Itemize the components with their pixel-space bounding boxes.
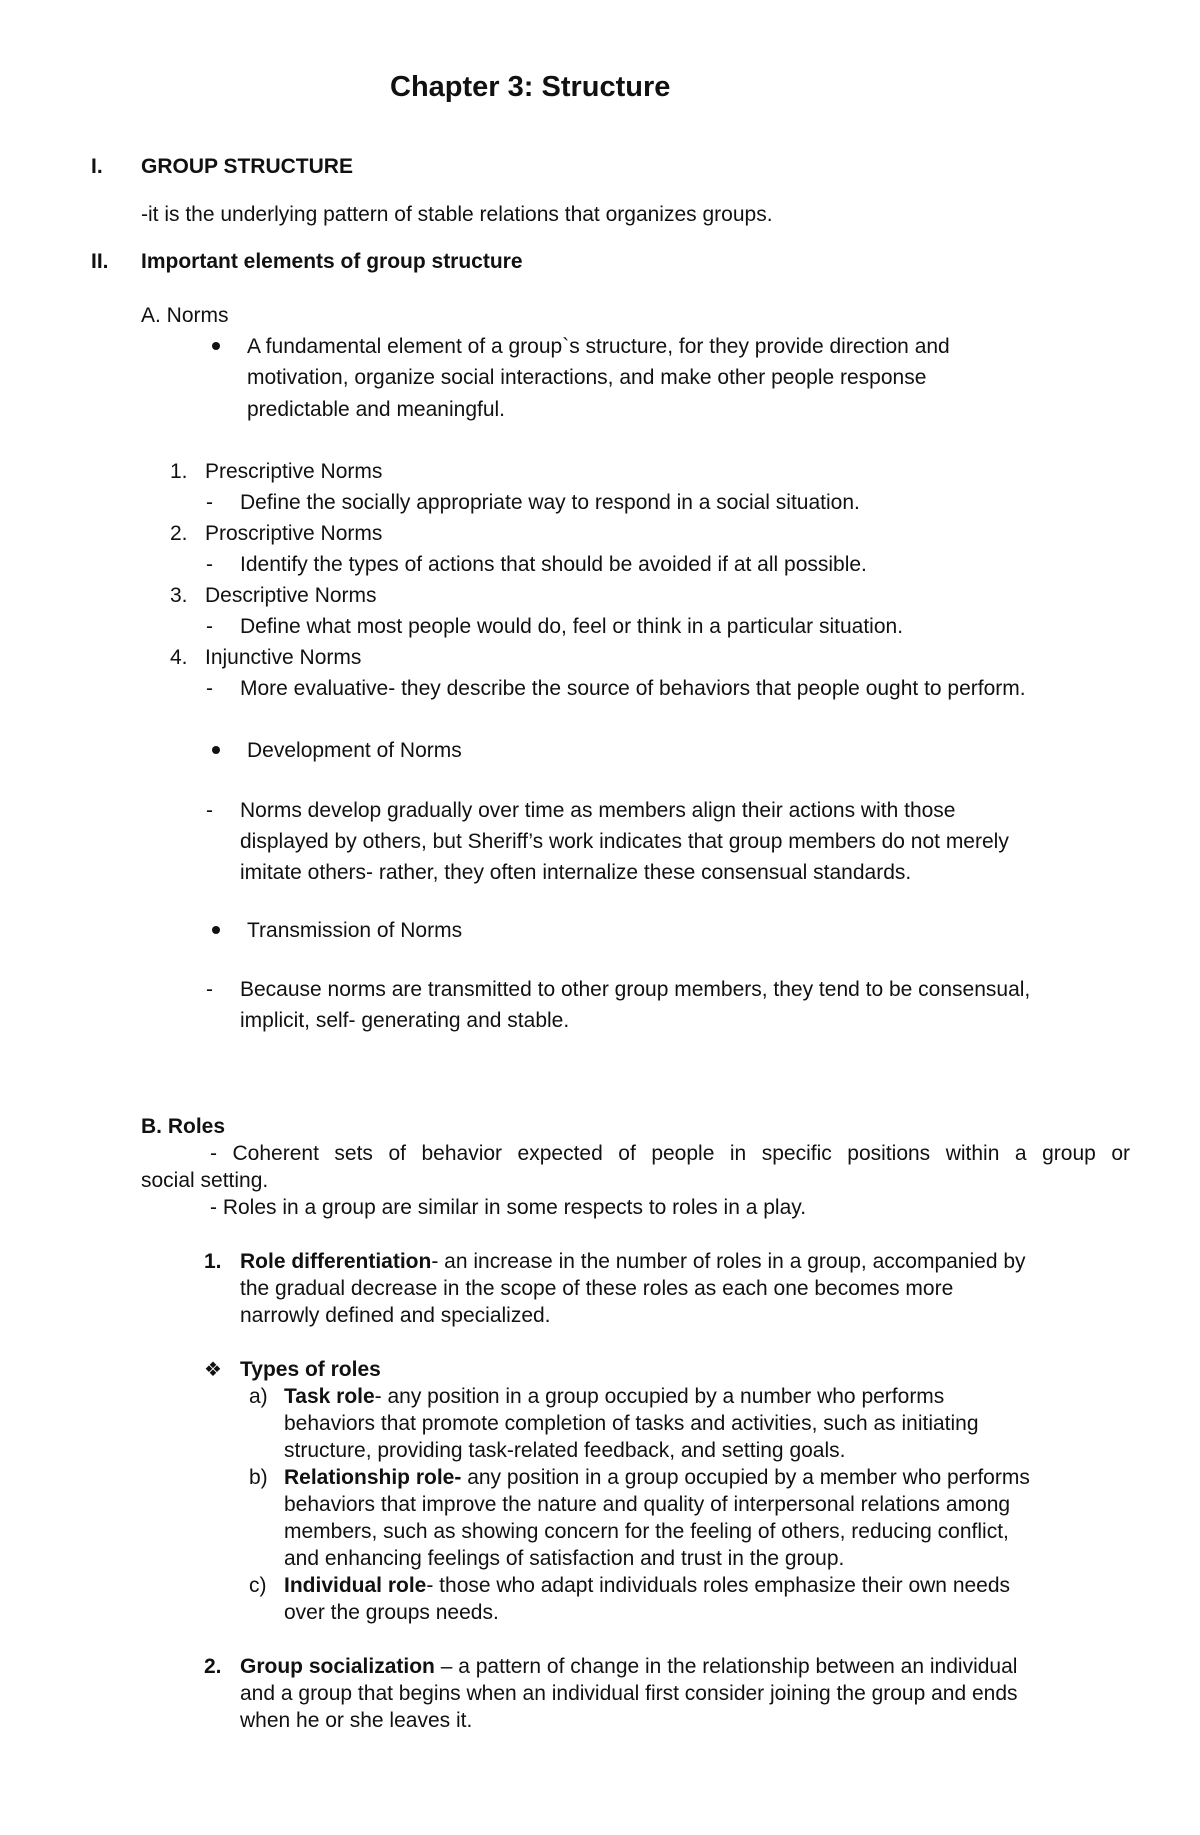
norms-bullet-line-1: A fundamental element of a group`s structure, for they provide direction and bbox=[247, 335, 950, 358]
roles-label: B. Roles bbox=[141, 1115, 226, 1138]
roles-definition-line-1: - Coherent sets of behavior expected of people in specific positions within a group or bbox=[210, 1142, 1130, 1165]
norm-type-4-description: More evaluative- they describe the source of behaviors that people ought to perform. bbox=[240, 677, 1026, 700]
role-differentiation-term: Role differentiation bbox=[240, 1250, 432, 1273]
task-role-text: - any position in a group occupied by a number who performs bbox=[374, 1385, 945, 1408]
group-socialization-line-1 bbox=[240, 1654, 1017, 1679]
relationship-role-text: any position in a group occupied by a member who performs bbox=[461, 1466, 1030, 1489]
norm-type-2-name: Proscriptive Norms bbox=[205, 522, 383, 545]
dash-marker: - bbox=[206, 799, 213, 822]
bullet-icon bbox=[212, 926, 220, 934]
individual-role-letter: c) bbox=[249, 1574, 267, 1597]
norms-bullet-line-3: predictable and meaningful. bbox=[247, 398, 506, 421]
roles-definition-2: - Roles in a group are similar in some respects to roles in a play. bbox=[210, 1196, 807, 1219]
norm-type-3-name: Descriptive Norms bbox=[205, 584, 377, 607]
norms-label: A. Norms bbox=[141, 304, 229, 327]
dash-marker: - bbox=[206, 491, 213, 514]
task-role-line-2: behaviors that promote completion of tasks and activities, such as initiating bbox=[284, 1412, 979, 1435]
norm-type-4-number: 4. bbox=[170, 646, 188, 669]
task-role-line-3: structure, providing task-related feedback, and setting goals. bbox=[284, 1439, 846, 1462]
transmission-line-2: implicit, self- generating and stable. bbox=[240, 1009, 570, 1032]
individual-role-term: Individual role bbox=[284, 1574, 427, 1597]
group-socialization-text: – a pattern of change in the relationship between an individual bbox=[434, 1655, 1018, 1678]
role-differentiation-line-3: narrowly defined and specialized. bbox=[240, 1304, 551, 1327]
task-role-line-1 bbox=[284, 1384, 944, 1409]
individual-role-line-1 bbox=[284, 1573, 1010, 1598]
norm-type-1-name: Prescriptive Norms bbox=[205, 460, 383, 483]
section-1-definition: -it is the underlying pattern of stable relations that organizes groups. bbox=[141, 203, 773, 226]
section-1-number: I. bbox=[91, 155, 103, 178]
norm-type-2-number: 2. bbox=[170, 522, 188, 545]
development-heading: Development of Norms bbox=[247, 739, 462, 762]
bullet-icon bbox=[212, 746, 220, 754]
norm-type-4-name: Injunctive Norms bbox=[205, 646, 362, 669]
transmission-line-1: Because norms are transmitted to other group members, they tend to be consensual, bbox=[240, 978, 1031, 1001]
role-differentiation-text: - an increase in the number of roles in a group, accompanied by bbox=[431, 1250, 1026, 1273]
task-role-term: Task role bbox=[284, 1385, 375, 1408]
group-socialization-line-2: and a group that begins when an individual first consider joining the group and ends bbox=[240, 1682, 1018, 1705]
diamond-bullet-icon: ❖ bbox=[204, 1359, 222, 1381]
individual-role-text: - those who adapt individuals roles emphasize their own needs bbox=[426, 1574, 1011, 1597]
group-socialization-number: 2. bbox=[204, 1655, 222, 1678]
bullet-icon bbox=[212, 342, 220, 350]
types-of-roles-heading: Types of roles bbox=[240, 1358, 381, 1381]
transmission-heading: Transmission of Norms bbox=[247, 919, 463, 942]
role-differentiation-number: 1. bbox=[204, 1250, 222, 1273]
relationship-role-line-2: behaviors that improve the nature and quality of interpersonal relations among bbox=[284, 1493, 1011, 1516]
dash-marker: - bbox=[206, 553, 213, 576]
norm-type-3-number: 3. bbox=[170, 584, 188, 607]
norm-type-1-description: Define the socially appropriate way to respond in a social situation. bbox=[240, 491, 860, 514]
section-1-heading: GROUP STRUCTURE bbox=[141, 155, 353, 178]
norm-type-1-number: 1. bbox=[170, 460, 188, 483]
section-2-heading: Important elements of group structure bbox=[141, 250, 523, 273]
individual-role-line-2: over the groups needs. bbox=[284, 1601, 499, 1624]
development-line-2: displayed by others, but Sheriff’s work indicates that group members do not merely bbox=[240, 830, 1009, 853]
norms-bullet-line-2: motivation, organize social interactions, and make other people response bbox=[247, 366, 927, 389]
norm-type-2-description: Identify the types of actions that should be avoided if at all possible. bbox=[240, 553, 867, 576]
dash-marker: - bbox=[206, 615, 213, 638]
role-differentiation-line-1 bbox=[240, 1249, 1026, 1274]
relationship-role-letter: b) bbox=[249, 1466, 268, 1489]
roles-definition-line-2: social setting. bbox=[141, 1169, 269, 1192]
relationship-role-line-1 bbox=[284, 1465, 1030, 1490]
section-2-number: II. bbox=[91, 250, 109, 273]
dash-marker: - bbox=[206, 978, 213, 1001]
relationship-role-line-4: and enhancing feelings of satisfaction and trust in the group. bbox=[284, 1547, 845, 1570]
page-title: Chapter 3: Structure bbox=[390, 71, 671, 103]
group-socialization-line-3: when he or she leaves it. bbox=[240, 1709, 473, 1732]
norm-type-3-description: Define what most people would do, feel or think in a particular situation. bbox=[240, 615, 904, 638]
dash-marker: - bbox=[206, 677, 213, 700]
role-differentiation-line-2: the gradual decrease in the scope of these roles as each one becomes more bbox=[240, 1277, 954, 1300]
relationship-role-term: Relationship role- bbox=[284, 1466, 462, 1489]
group-socialization-term: Group socialization bbox=[240, 1655, 435, 1678]
relationship-role-line-3: members, such as showing concern for the feeling of others, reducing conflict, bbox=[284, 1520, 1009, 1543]
development-line-1: Norms develop gradually over time as members align their actions with those bbox=[240, 799, 956, 822]
development-line-3: imitate others- rather, they often internalize these consensual standards. bbox=[240, 861, 912, 884]
task-role-letter: a) bbox=[249, 1385, 268, 1408]
